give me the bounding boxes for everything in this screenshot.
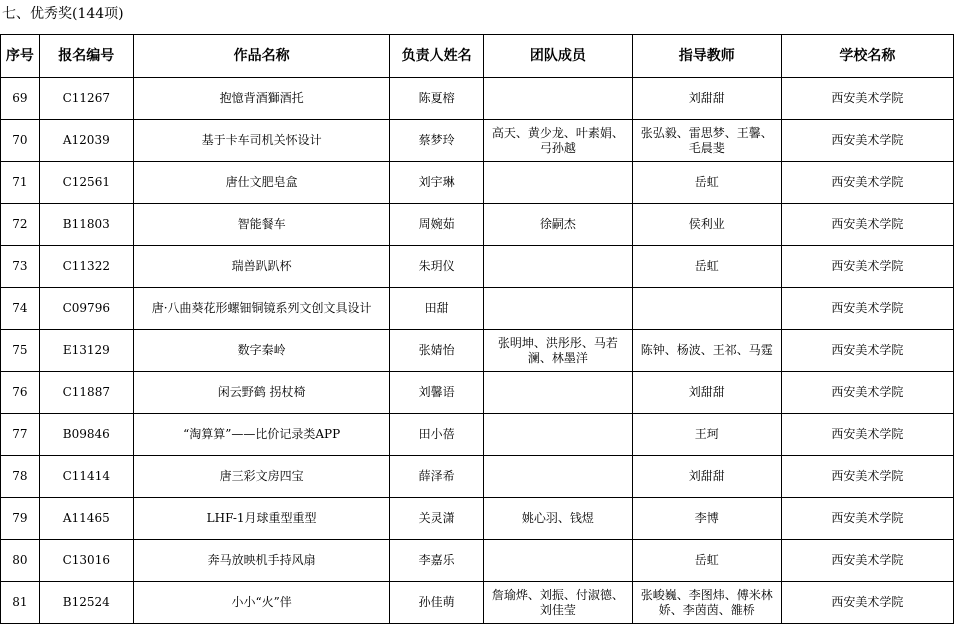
cell-leader: 李嘉乐 <box>390 540 484 582</box>
cell-leader: 朱玥仪 <box>390 246 484 288</box>
table-row <box>1 120 954 162</box>
cell-reg-no: C11414 <box>39 456 133 498</box>
cell-school: 西安美术学院 <box>781 204 953 246</box>
cell-school: 西安美术学院 <box>781 498 953 540</box>
cell-reg-no: B09846 <box>39 414 133 456</box>
cell-advisor: 刘甜甜 <box>632 372 781 414</box>
cell-advisor: 侯利业 <box>632 204 781 246</box>
cell-team <box>483 456 632 498</box>
cell-work-name: 瑞兽趴趴杯 <box>133 246 389 288</box>
cell-work-name: 唐三彩文房四宝 <box>133 456 389 498</box>
col-header-work-name: 作品名称 <box>133 35 389 78</box>
cell-advisor: 岳虹 <box>632 540 781 582</box>
cell-advisor: 李博 <box>632 498 781 540</box>
cell-index: 77 <box>1 414 40 456</box>
cell-index: 79 <box>1 498 40 540</box>
cell-school: 西安美术学院 <box>781 288 953 330</box>
cell-reg-no: C11267 <box>39 78 133 120</box>
cell-index: 78 <box>1 456 40 498</box>
cell-work-name: 闲云野鹤 拐杖椅 <box>133 372 389 414</box>
cell-leader: 蔡梦玲 <box>390 120 484 162</box>
cell-reg-no: B11803 <box>39 204 133 246</box>
cell-school: 西安美术学院 <box>781 78 953 120</box>
cell-reg-no: C11322 <box>39 246 133 288</box>
cell-team <box>483 540 632 582</box>
cell-team: 张明坤、洪彤彤、马若澜、林墨洋 <box>483 330 632 372</box>
cell-leader: 刘宇琳 <box>390 162 484 204</box>
cell-index: 81 <box>1 582 40 624</box>
cell-advisor: 陈钟、杨波、王祁、马霆 <box>632 330 781 372</box>
cell-index: 76 <box>1 372 40 414</box>
table-row <box>1 288 954 330</box>
col-header-index: 序号 <box>1 35 40 78</box>
cell-reg-no: E13129 <box>39 330 133 372</box>
cell-work-name: 唐·八曲葵花形螺钿铜镜系列文创文具设计 <box>133 288 389 330</box>
table-row <box>1 582 954 624</box>
cell-work-name: 抱憶背酒獅酒托 <box>133 78 389 120</box>
cell-team <box>483 162 632 204</box>
table-row <box>1 540 954 582</box>
cell-leader: 田甜 <box>390 288 484 330</box>
table-row <box>1 204 954 246</box>
cell-leader: 刘馨语 <box>390 372 484 414</box>
cell-advisor <box>632 288 781 330</box>
cell-reg-no: A11465 <box>39 498 133 540</box>
cell-school: 西安美术学院 <box>781 246 953 288</box>
cell-team: 徐嗣杰 <box>483 204 632 246</box>
cell-work-name: 唐仕文肥皂盒 <box>133 162 389 204</box>
table-row <box>1 162 954 204</box>
col-header-leader: 负责人姓名 <box>390 35 484 78</box>
cell-team <box>483 288 632 330</box>
cell-advisor: 刘甜甜 <box>632 456 781 498</box>
col-header-team: 团队成员 <box>483 35 632 78</box>
cell-reg-no: C12561 <box>39 162 133 204</box>
cell-leader: 周婉茹 <box>390 204 484 246</box>
cell-work-name: 智能餐车 <box>133 204 389 246</box>
cell-advisor: 张峻巍、李图炜、傅米林娇、李茵茵、雒桥 <box>632 582 781 624</box>
cell-work-name: 数字秦岭 <box>133 330 389 372</box>
cell-index: 73 <box>1 246 40 288</box>
header-row <box>1 35 954 78</box>
cell-advisor: 岳虹 <box>632 246 781 288</box>
cell-reg-no: C09796 <box>39 288 133 330</box>
col-header-advisor: 指导教师 <box>632 35 781 78</box>
cell-school: 西安美术学院 <box>781 582 953 624</box>
cell-reg-no: C11887 <box>39 372 133 414</box>
award-table <box>0 34 954 624</box>
cell-team <box>483 78 632 120</box>
table-row <box>1 498 954 540</box>
table-row <box>1 414 954 456</box>
cell-index: 74 <box>1 288 40 330</box>
cell-leader: 张婧怡 <box>390 330 484 372</box>
cell-team: 詹瑜烨、刘振、付淑德、刘佳莹 <box>483 582 632 624</box>
table-row <box>1 78 954 120</box>
cell-team <box>483 246 632 288</box>
cell-team: 姚心羽、钱煜 <box>483 498 632 540</box>
cell-team: 高天、黄少龙、叶素娟、弓孙越 <box>483 120 632 162</box>
table-row <box>1 246 954 288</box>
table-row <box>1 456 954 498</box>
cell-work-name: 基于卡车司机关怀设计 <box>133 120 389 162</box>
cell-reg-no: B12524 <box>39 582 133 624</box>
cell-index: 69 <box>1 78 40 120</box>
cell-advisor: 王珂 <box>632 414 781 456</box>
cell-index: 71 <box>1 162 40 204</box>
cell-leader: 薛泽希 <box>390 456 484 498</box>
table-row <box>1 372 954 414</box>
cell-index: 70 <box>1 120 40 162</box>
cell-school: 西安美术学院 <box>781 120 953 162</box>
cell-school: 西安美术学院 <box>781 456 953 498</box>
cell-leader: 关灵潇 <box>390 498 484 540</box>
section-heading: 七、优秀奖(144项) <box>2 6 124 22</box>
cell-team <box>483 414 632 456</box>
cell-work-name: 奔马放映机手持风扇 <box>133 540 389 582</box>
cell-team <box>483 372 632 414</box>
cell-reg-no: C13016 <box>39 540 133 582</box>
col-header-reg-no: 报名编号 <box>39 35 133 78</box>
cell-leader: 田小蓓 <box>390 414 484 456</box>
cell-work-name: LHF-1月球重型重型 <box>133 498 389 540</box>
cell-advisor: 张弘毅、雷思梦、王馨、毛晨斐 <box>632 120 781 162</box>
cell-advisor: 岳虹 <box>632 162 781 204</box>
table-row <box>1 330 954 372</box>
cell-index: 75 <box>1 330 40 372</box>
cell-school: 西安美术学院 <box>781 540 953 582</box>
cell-work-name: “淘算算”——比价记录类APP <box>133 414 389 456</box>
cell-index: 72 <box>1 204 40 246</box>
cell-reg-no: A12039 <box>39 120 133 162</box>
cell-school: 西安美术学院 <box>781 372 953 414</box>
cell-school: 西安美术学院 <box>781 414 953 456</box>
cell-advisor: 刘甜甜 <box>632 78 781 120</box>
cell-school: 西安美术学院 <box>781 330 953 372</box>
cell-school: 西安美术学院 <box>781 162 953 204</box>
cell-leader: 孙佳萌 <box>390 582 484 624</box>
cell-index: 80 <box>1 540 40 582</box>
cell-leader: 陈夏榕 <box>390 78 484 120</box>
col-header-school: 学校名称 <box>781 35 953 78</box>
cell-work-name: 小小“火”伴 <box>133 582 389 624</box>
